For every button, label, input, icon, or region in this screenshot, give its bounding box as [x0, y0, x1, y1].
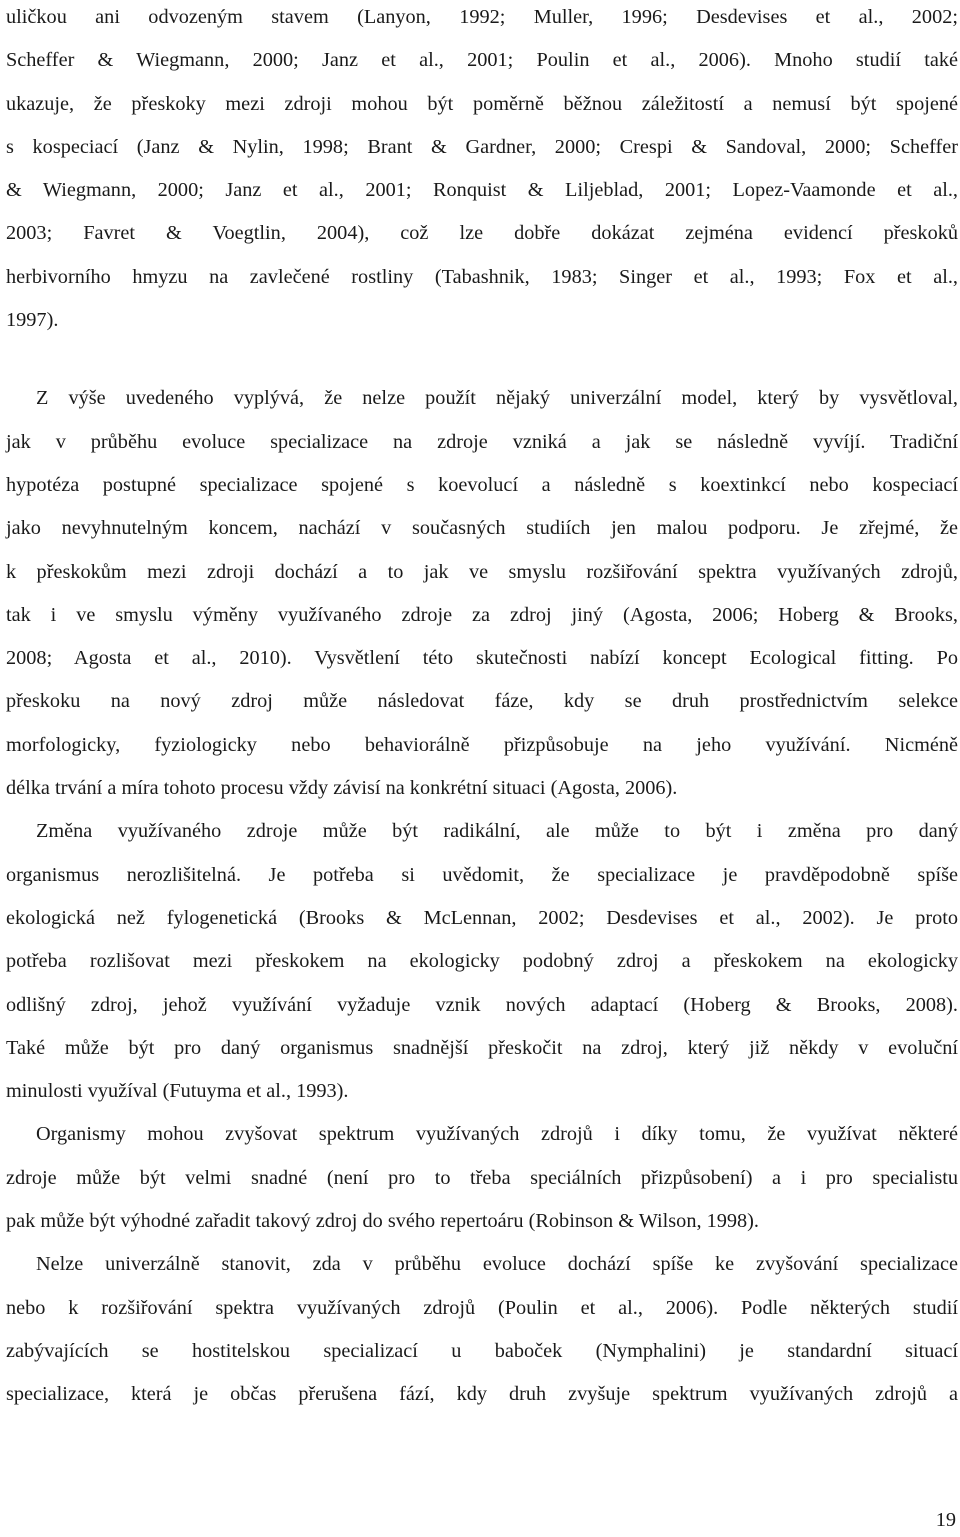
text-line: délka trvání a míra tohoto procesu vždy závisí na konkrétní situaci (Agosta, 2006).: [6, 777, 678, 800]
text-line: s kospeciací (Janz & Nylin, 1998; Brant & Gardner, 2000; Crespi & Sandoval, 2000; Scheffer: [6, 135, 958, 158]
text-line: 2003; Favret & Voegtlin, 2004), což lze dobře dokázat zejména evidencí přeskoků: [6, 222, 958, 245]
text-line: ekologická než fylogenetická (Brooks & McLennan, 2002; Desdevises et al., 2002). Je proto: [6, 906, 958, 929]
text-line: odlišný zdroj, jehož využívání vyžaduje vznik nových adaptací (Hoberg & Brooks, 2008).: [6, 993, 958, 1016]
text-line: k přeskokům mezi zdroji dochází a to jak ve smyslu rozšiřování spektra využívaných zdrojů,: [6, 560, 958, 583]
paragraph-5: [6, 1243, 958, 1416]
text-line: & Wiegmann, 2000; Janz et al., 2001; Ronquist & Liljeblad, 2001; Lopez-Vaamonde et al.,: [6, 179, 958, 202]
text-line: morfologicky, fyziologicky nebo behaviorálně přizpůsobuje na jeho využívání. Nicméně: [6, 733, 958, 756]
text-line: specializace, která je občas přerušena fází, kdy druh zvyšuje spektrum využívaných zdrojů a: [6, 1383, 958, 1406]
text-line: Z výše uvedeného vyplývá, že nelze použít nějaký univerzální model, který by vysvětloval,: [36, 387, 958, 410]
text-line: Nelze univerzálně stanovit, zda v průběhu evoluce dochází spíše ke zvyšování specializace: [36, 1253, 958, 1276]
text-line: zabývajících se hostitelskou specializací u baboček (Nymphalini) je standardní situací: [6, 1339, 958, 1362]
text-line: 2008; Agosta et al., 2010). Vysvětlení této skutečnosti nabízí koncept Ecological fitting. Po: [6, 647, 958, 670]
text-line: Změna využívaného zdroje může být radikální, ale může to být i změna pro daný: [36, 820, 958, 843]
paragraph-spacer: [6, 342, 958, 377]
text-line: minulosti využíval (Futuyma et al., 1993).: [6, 1080, 349, 1103]
text-line: organismus nerozlišitelná. Je potřeba si uvědomit, že specializace je pravděpodobně spíše: [6, 863, 958, 886]
text-line: potřeba rozlišovat mezi přeskokem na ekologicky podobný zdroj a přeskokem na ekologicky: [6, 950, 958, 973]
text-line: jak v průběhu evoluce specializace na zdroje vzniká a jak se následně vyvíjí. Tradiční: [6, 430, 958, 453]
text-line: zdroje může být velmi snadné (není pro to třeba speciálních přizpůsobení) a i pro specialistu: [6, 1166, 958, 1189]
text-line: Organismy mohou zvyšovat spektrum využívaných zdrojů i díky tomu, že využívat některé: [36, 1123, 958, 1146]
paragraph-4: [6, 1113, 958, 1243]
text-line: 1997).: [6, 309, 59, 332]
text-line: herbivorního hmyzu na zavlečené rostliny (Tabashnik, 1983; Singer et al., 1993; Fox et al.,: [6, 265, 958, 288]
text-line: ukazuje, že přeskoky mezi zdroji mohou být poměrně běžnou záležitostí a nemusí být spojené: [6, 92, 958, 115]
text-line: Také může být pro daný organismus snadnější přeskočit na zdroj, který již někdy v evoluční: [6, 1036, 958, 1059]
text-line: hypotéza postupné specializace spojené s koevolucí a následně s koextinkcí nebo kospeciací: [6, 473, 958, 496]
paragraph-1: [6, 0, 958, 342]
text-line: tak i ve smyslu výměny využívaného zdroje za zdroj jiný (Agosta, 2006; Hoberg & Brooks,: [6, 603, 958, 626]
paragraph-3: [6, 810, 958, 1113]
text-line: jako nevyhnutelným koncem, nachází v současných studiích jen malou podporu. Je zřejmé, že: [6, 517, 958, 540]
text-line: Scheffer & Wiegmann, 2000; Janz et al., 2001; Poulin et al., 2006). Mnoho studií také: [6, 49, 958, 72]
text-line: nebo k rozšiřování spektra využívaných zdrojů (Poulin et al., 2006). Podle některých studií: [6, 1296, 958, 1319]
document-page: [6, 0, 958, 1417]
text-line: uličkou ani odvozeným stavem (Lanyon, 1992; Muller, 1996; Desdevises et al., 2002;: [6, 6, 958, 28]
page-number: 19: [935, 1509, 956, 1531]
paragraph-2: [6, 377, 958, 810]
text-line: pak může být výhodné zařadit takový zdroj do svého repertoáru (Robinson & Wilson, 1998).: [6, 1210, 759, 1233]
text-line: přeskoku na nový zdroj může následovat fáze, kdy se druh prostřednictvím selekce: [6, 690, 958, 713]
